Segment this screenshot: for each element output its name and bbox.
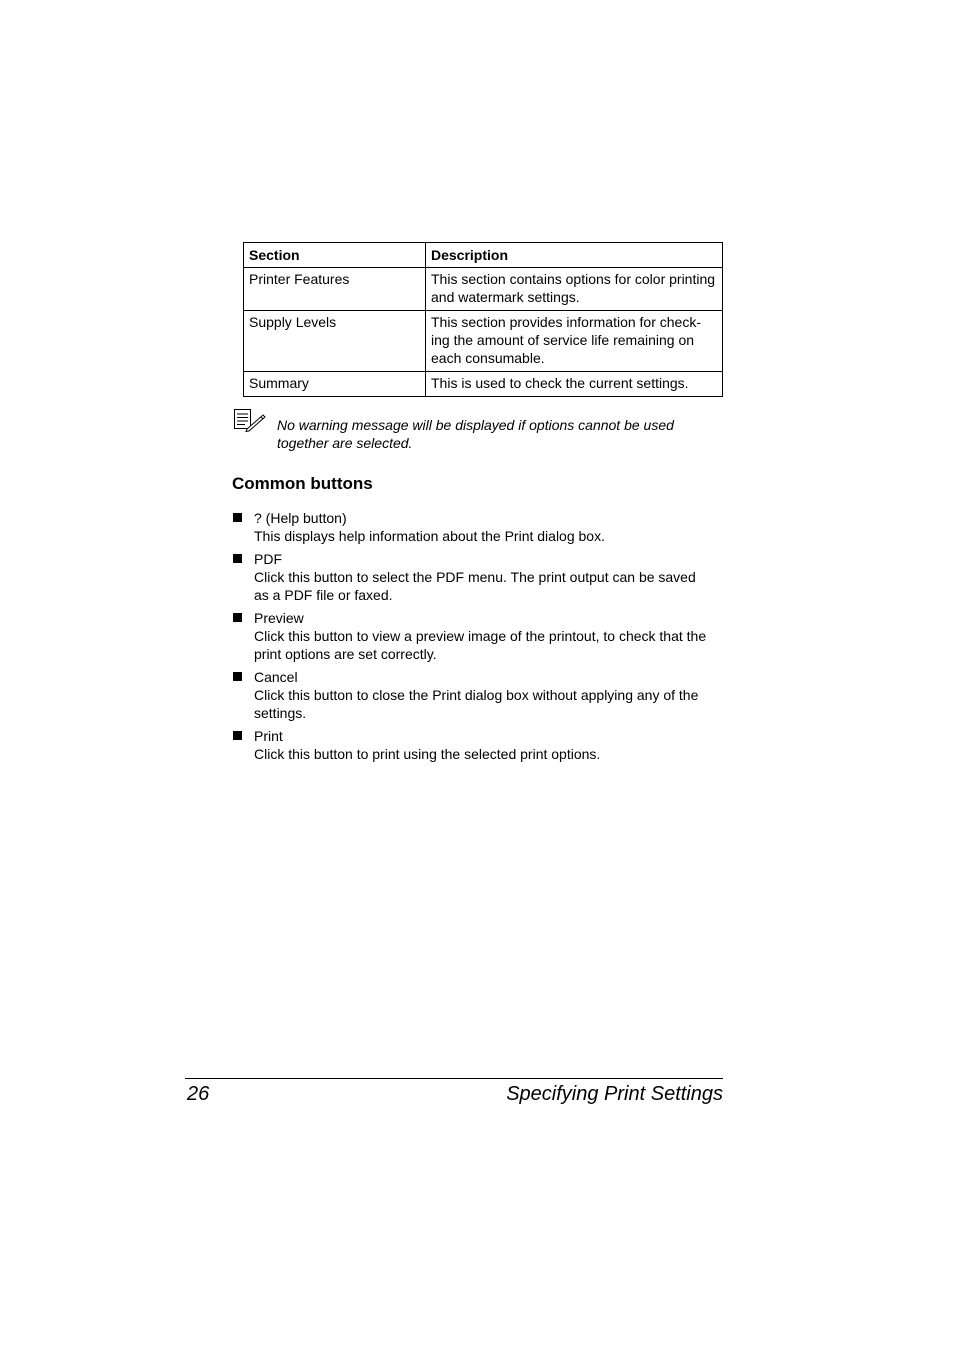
list-item-title: ? (Help button) <box>254 510 347 526</box>
table-cell-description: This section provides information for check- ing the amount of service life remaining on each consumable. <box>426 311 723 372</box>
running-footer-title: Specifying Print Settings <box>506 1083 723 1105</box>
sections-table <box>243 242 723 397</box>
table-cell-section: Printer Features <box>244 268 426 311</box>
footer-divider <box>185 1078 723 1079</box>
square-bullet-icon <box>233 513 242 522</box>
table-cell-description: This is used to check the current settings. <box>426 372 723 397</box>
table-row <box>244 372 723 397</box>
list-item-description: This displays help information about the Print dialog box. <box>254 528 605 544</box>
square-bullet-icon <box>233 613 242 622</box>
square-bullet-icon <box>233 554 242 563</box>
column-header-section: Section <box>244 243 426 268</box>
buttons-list <box>232 509 724 768</box>
list-item-title: PDF <box>254 551 282 567</box>
table-row <box>244 311 723 372</box>
square-bullet-icon <box>233 672 242 681</box>
table-cell-section: Summary <box>244 372 426 397</box>
list-item <box>232 609 724 663</box>
column-header-description: Description <box>426 243 723 268</box>
table-row <box>244 268 723 311</box>
table-cell-section: Supply Levels <box>244 311 426 372</box>
table-header-row <box>244 243 723 268</box>
note-text: No warning message will be displayed if options cannot be used together are selected. <box>277 417 674 451</box>
table-cell-description: This section contains options for color printing and watermark settings. <box>426 268 723 311</box>
list-item <box>232 668 724 722</box>
list-item <box>232 550 724 604</box>
list-item-title: Print <box>254 728 283 744</box>
list-item-description: Click this button to select the PDF menu. The print output can be saved as a PDF file or faxed. <box>254 569 696 603</box>
list-item <box>232 727 724 763</box>
list-item-title: Preview <box>254 610 304 626</box>
page-number: 26 <box>187 1083 210 1105</box>
list-item-description: Click this button to close the Print dialog box without applying any of the settings. <box>254 687 699 721</box>
section-heading: Common buttons <box>232 474 373 493</box>
list-item-description: Click this button to print using the selected print options. <box>254 746 601 762</box>
list-item <box>232 509 724 545</box>
list-item-title: Cancel <box>254 669 298 685</box>
square-bullet-icon <box>233 731 242 740</box>
note-pencil-icon <box>233 408 267 432</box>
list-item-description: Click this button to view a preview image of the printout, to check that the print options are set correctly. <box>254 628 707 662</box>
